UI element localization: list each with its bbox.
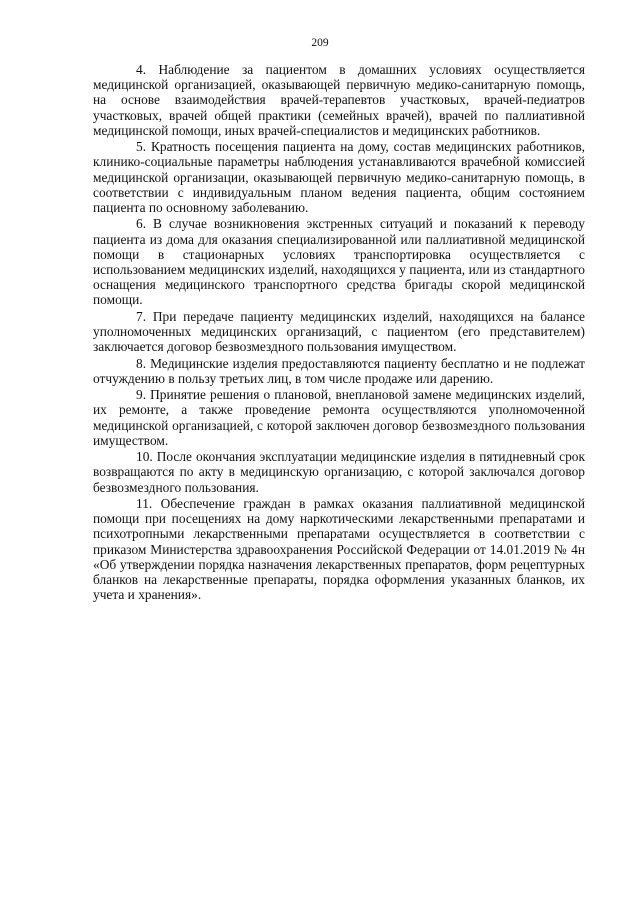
paragraph-item-5: 5. Кратность посещения пациента на дому, состав медицинских работников, клинико-социальные параметры наблюдения устанавливаются врачебной комиссией медицинской организации, оказывающей первичную медико-санитарную помощь, в соответствии с индивидуальным планом ведения пациента, общим состоянием пациента по основному заболеванию. <box>93 139 585 216</box>
paragraph-item-7: 7. При передаче пациенту медицинских изделий, находящихся на балансе уполномоченных медицинских организаций, с пациентом (его представителем) заключается договор безвозмездного пользования имуществом. <box>93 308 585 355</box>
page-number: 209 <box>311 37 329 49</box>
paragraph-item-11: 11. Обеспечение граждан в рамках оказания паллиативной медицинской помощи при посещениях на дому наркотическими лекарственными препаратами и психотропными лекарственными препаратами осуществляется в соответствии с приказом Министерства здравоохранения Российской Федерации от 14.01.2019 № 4н «Об утверждении порядка назначения лекарственных препаратов, форм рецептурных бланков на лекарственные препараты, порядка оформления указанных бланков, их учета и хранения». <box>93 496 585 603</box>
paragraph-item-10: 10. После окончания эксплуатации медицинские изделия в пятидневный срок возвращаются по акту в медицинскую организацию, с которой заключался договор безвозмездного пользования. <box>93 449 585 495</box>
document-body <box>93 62 585 604</box>
paragraph-item-4: 4. Наблюдение за пациентом в домашних условиях осуществляется медицинской организацией, оказывающей первичную медико-санитарную помощь, на основе взаимодействия врачей-терапевтов участковых, врачей-педиатров участковых, врачей общей практики (семейных врачей), врачей по паллиативной медицинской помощи, иных врачей-специалистов и медицинских работников. <box>93 62 585 138</box>
paragraph-item-6: 6. В случае возникновения экстренных ситуаций и показаний к переводу пациента из дома для оказания специализированной или паллиативной медицинской помощи в стационарных условиях транспортировка осуществляется с использованием медицинских изделий, находящихся у пациента, или из стандартного оснащения медицинского транспортного средства бригады скорой медицинской помощи. <box>93 216 585 308</box>
paragraph-item-9: 9. Принятие решения о плановой, внеплановой замене медицинских изделий, их ремонте, а также проведение ремонта осуществляются уполномоченной медицинской организацией, с которой заключен договор безвозмездного пользования имуществом. <box>93 387 585 448</box>
paragraph-item-8: 8. Медицинские изделия предоставляются пациенту бесплатно и не подлежат отчуждению в пользу третьих лиц, в том числе продаже или дарению. <box>93 355 585 386</box>
